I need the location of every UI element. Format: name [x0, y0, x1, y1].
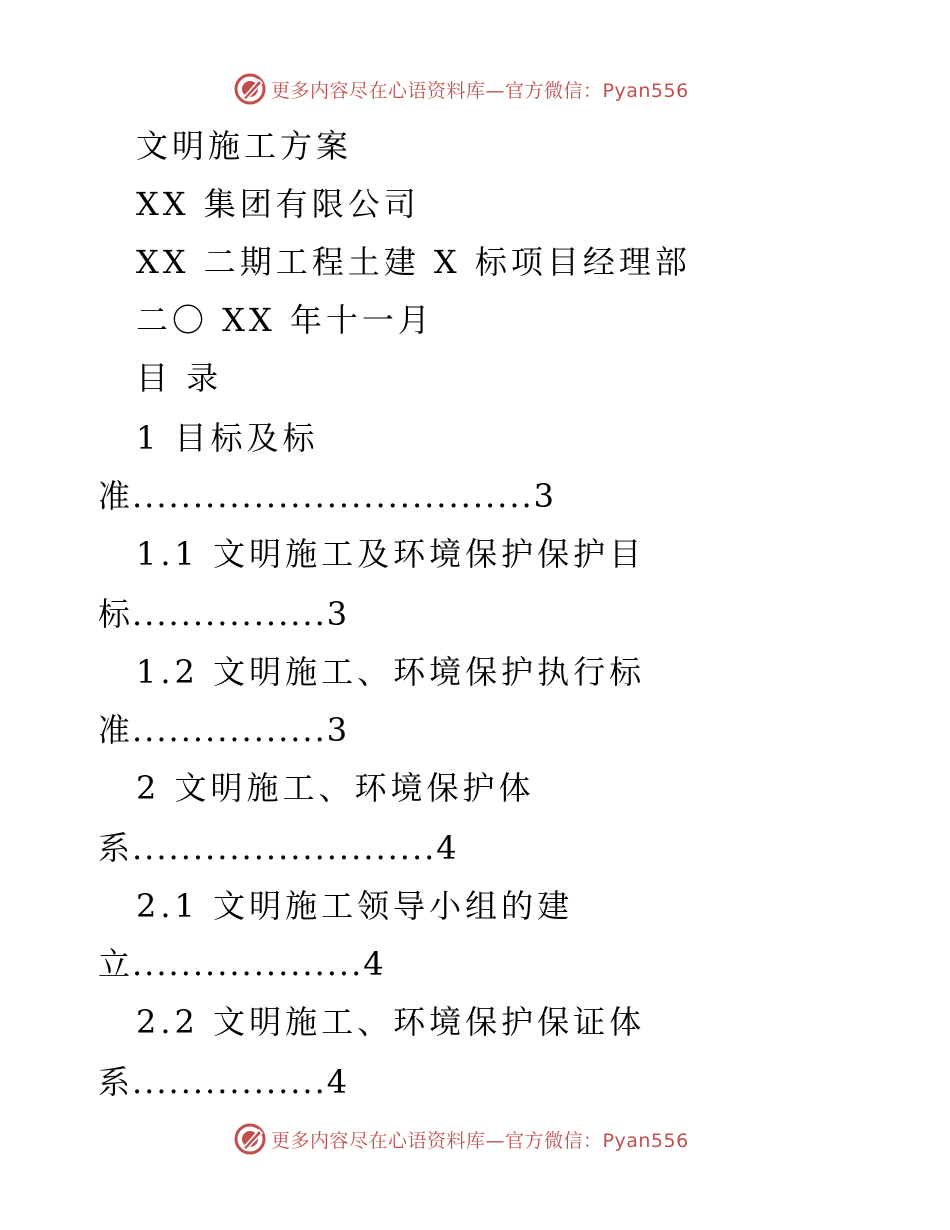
watermark-footer [233, 1121, 689, 1157]
toc-entry-leader: 准.................................3 [98, 477, 557, 515]
toc-entry-leader: 立...................4 [98, 945, 386, 983]
toc-entry-leader: 准................3 [98, 711, 350, 749]
pen-logo-icon [233, 1122, 267, 1156]
toc-entry-label: 2.2 文明施工、环境保护保证体 [136, 1003, 646, 1041]
toc-entry-label: 1.2 文明施工、环境保护执行标 [136, 653, 646, 691]
toc-entry-label: 1 目标及标 [136, 419, 319, 457]
toc-entry-leader: 标................3 [98, 595, 350, 633]
company-name: XX 集团有限公司 [136, 185, 420, 223]
department-name: XX 二期工程土建 X 标项目经理部 [136, 243, 691, 281]
toc-entry-leader: 系.........................4 [98, 829, 459, 867]
toc-entry-label: 2 文明施工、环境保护体 [136, 769, 535, 807]
toc-entry-label: 2.1 文明施工领导小组的建 [136, 887, 574, 925]
toc-entry-label: 1.1 文明施工及环境保护保护目 [136, 535, 646, 573]
toc-heading: 目 录 [136, 359, 223, 397]
toc-entry-leader: 系................4 [98, 1063, 350, 1101]
watermark-header [233, 71, 689, 107]
watermark-text: 更多内容尽在心语资料库—官方微信：Pyan556 [271, 1129, 689, 1152]
pen-logo-icon [233, 72, 267, 106]
document-date: 二〇 XX 年十一月 [136, 301, 434, 339]
document-title: 文明施工方案 [136, 127, 353, 165]
watermark-text: 更多内容尽在心语资料库—官方微信：Pyan556 [271, 79, 689, 102]
